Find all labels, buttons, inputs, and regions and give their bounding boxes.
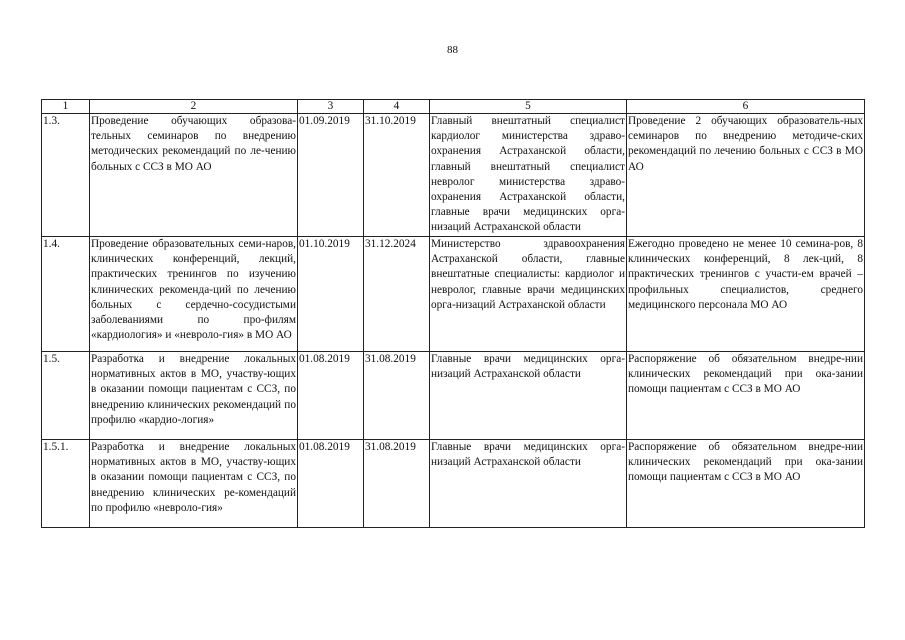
table-row bbox=[42, 352, 865, 440]
page-number: 88 bbox=[447, 44, 458, 56]
header-cell: 2 bbox=[90, 100, 298, 114]
header-row bbox=[42, 100, 865, 114]
responsible-cell bbox=[430, 237, 627, 352]
end-date-cell: 31.12.2024 bbox=[364, 237, 430, 352]
responsible-cell bbox=[430, 440, 627, 528]
responsible-text: Министерство здравоохранения Астраханской области, главные внештатные специалисты: кардиолог и невролог, главные врачи медицинских орга-низаций Астраханской области bbox=[431, 238, 625, 311]
table-row bbox=[42, 114, 865, 237]
activity-cell bbox=[90, 440, 298, 528]
activity-cell bbox=[90, 352, 298, 440]
start-date-cell: 01.08.2019 bbox=[298, 352, 364, 440]
end-date-cell: 31.08.2019 bbox=[364, 440, 430, 528]
header-cell: 4 bbox=[364, 100, 430, 114]
result-text: Ежегодно проведено не менее 10 семина-ров, 8 клинических конференций, 8 лек-ций, 8 практических тренингов с участи-ем врачей – профильных специалистов, среднего медицинского персонала МО АО bbox=[628, 238, 863, 311]
responsible-text: Главные врачи медицинских орга-низаций Астраханской области bbox=[431, 441, 625, 469]
activity-text: Разработка и внедрение локальных нормативных актов в МО, участву-ющих в оказании помощи пациентам с ССЗ, по внедрению клинических ре-комендаций по профилю «невроло-гия» bbox=[91, 441, 296, 514]
header-cell: 1 bbox=[42, 100, 90, 114]
responsible-cell bbox=[430, 352, 627, 440]
responsible-cell bbox=[430, 114, 627, 237]
result-text: Распоряжение об обязательном внедре-нии клинических рекомендаций при ока-зании помощи пациентам с ССЗ в МО АО bbox=[628, 441, 863, 484]
result-cell bbox=[627, 440, 865, 528]
start-date-cell: 01.08.2019 bbox=[298, 440, 364, 528]
table-row bbox=[42, 237, 865, 352]
result-text: Проведение 2 обучающих образователь-ных семинаров по внедрению методиче-ских рекомендаций по лечению больных с ССЗ в МО АО bbox=[628, 115, 863, 173]
activity-text: Проведение образовательных семи-наров, клинических конференций, лекций, практических тренингов по изучению клинических рекоменда-ций по лечению больных с сердечно-сосудистыми заболеваниями по про-филям «кардиология» и «невроло-гия» в МО АО bbox=[91, 238, 296, 342]
activity-cell bbox=[90, 114, 298, 237]
start-date-cell: 01.09.2019 bbox=[298, 114, 364, 237]
row-number: 1.3. bbox=[42, 114, 90, 237]
activity-text: Разработка и внедрение локальных нормативных актов в МО, участву-ющих в оказании помощи пациентам с ССЗ, по внедрению клинических рекомендаций по профилю «кардио-логия» bbox=[91, 353, 296, 426]
responsible-text: Главный внештатный специалист кардиолог министерства здраво-охранения Астраханской области, главный внештатный специалист невролог министерства здраво-охранения Астраханской области, главные врачи медицинских орга-низаций Астраханской области bbox=[431, 115, 625, 234]
end-date-cell: 31.10.2019 bbox=[364, 114, 430, 237]
row-number: 1.5.1. bbox=[42, 440, 90, 528]
result-text: Распоряжение об обязательном внедре-нии клинических рекомендаций при ока-зании помощи пациентам с ССЗ в МО АО bbox=[628, 353, 863, 396]
activity-cell bbox=[90, 237, 298, 352]
row-number: 1.4. bbox=[42, 237, 90, 352]
table-row bbox=[42, 440, 865, 528]
header-cell: 6 bbox=[627, 100, 865, 114]
header-cell: 5 bbox=[430, 100, 627, 114]
result-cell bbox=[627, 352, 865, 440]
row-number: 1.5. bbox=[42, 352, 90, 440]
start-date-cell: 01.10.2019 bbox=[298, 237, 364, 352]
result-cell bbox=[627, 237, 865, 352]
activity-text: Проведение обучающих образова-тельных семинаров по внедрению методических рекомендаций по ле-чению больных с ССЗ в МО АО bbox=[91, 115, 296, 173]
measures-table bbox=[41, 99, 865, 528]
result-cell bbox=[627, 114, 865, 237]
responsible-text: Главные врачи медицинских орга-низаций Астраханской области bbox=[431, 353, 625, 381]
end-date-cell: 31.08.2019 bbox=[364, 352, 430, 440]
header-cell: 3 bbox=[298, 100, 364, 114]
